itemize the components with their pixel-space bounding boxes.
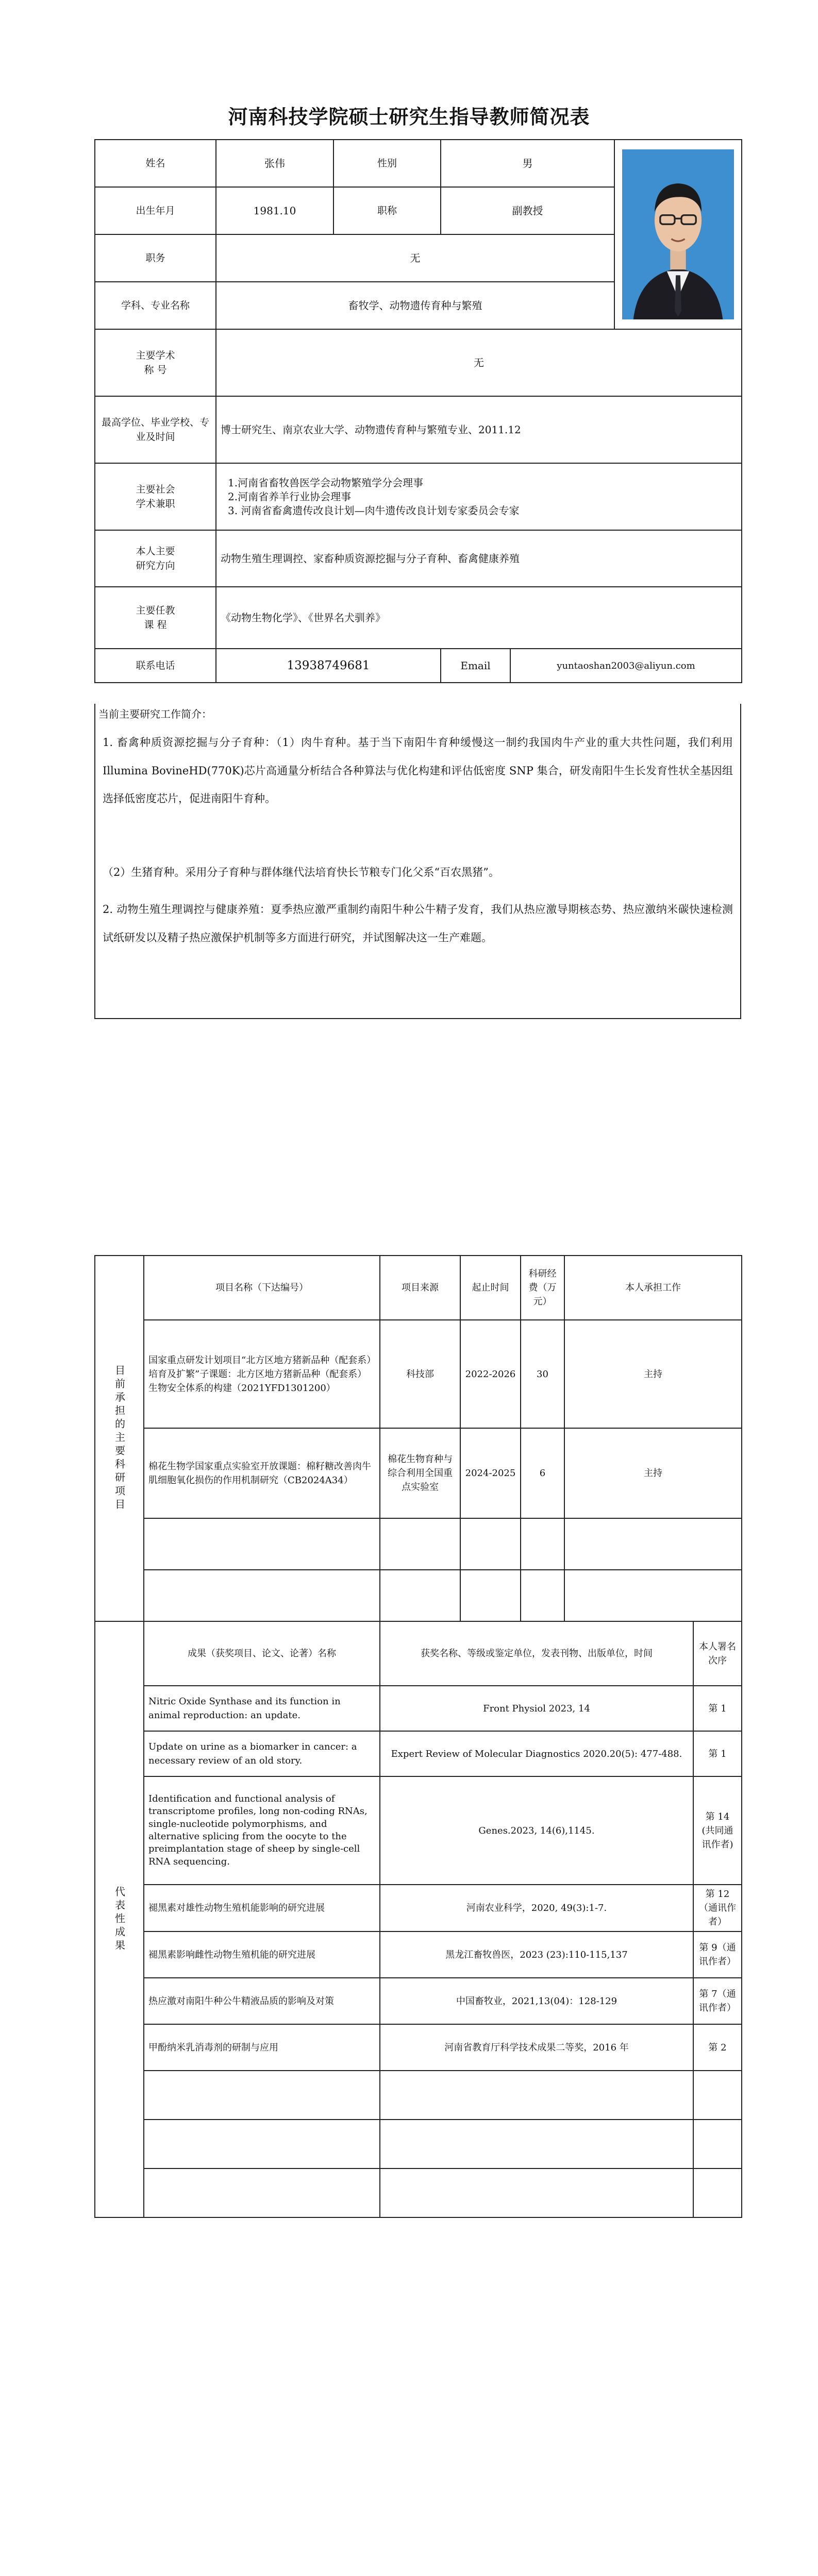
project-role: 主持 — [564, 1320, 742, 1428]
degree-label: 最高学位、毕业学校、专业及时间 — [95, 396, 216, 463]
photo-cell — [614, 140, 742, 329]
social-label — [95, 463, 216, 530]
proj-header-period: 起止时间 — [460, 1256, 521, 1320]
achievement-order: 第 2 — [693, 2024, 742, 2071]
gender-value: 男 — [441, 140, 614, 187]
achievements-side-label: 代表性成果 — [95, 1621, 144, 2217]
social-item: 1.河南省畜牧兽医学会动物繁殖学分会理事 — [228, 476, 424, 489]
basic-info-table — [94, 139, 742, 683]
research-value: 动物生殖生理调控、家畜种质资源挖掘与分子育种、畜禽健康养殖 — [216, 530, 742, 587]
intro-paragraph-1: 1. 畜禽种质资源挖掘与分子育种：（1）肉牛育种。基于当下南阳牛育种缓慢这一制约我国肉牛产业的重大共性问题，我们利用 Illumina BovineHD(770K)芯片高通量分析结合各种算法与优化构建和评估低密度 SNP 集合，研发南阳牛生长发育性状全基因组选择低密度芯片，促进南阳牛育种。 — [103, 736, 733, 805]
email-value: yuntaoshan2003@aliyun.com — [510, 649, 742, 683]
empty-cell — [380, 2168, 693, 2217]
project-period: 2024-2025 — [460, 1428, 521, 1518]
social-label-line1: 主要社会 — [136, 483, 175, 495]
research-label-line2: 研究方向 — [136, 560, 175, 571]
achievement-order: 第 1 — [693, 1731, 742, 1776]
page-title: 河南科技学院硕士研究生指导教师简况表 — [228, 106, 590, 128]
academic-title-label-line2: 称 号 — [144, 364, 167, 376]
achievement-name: Update on urine as a biomarker in cancer: a necessary review of an old story. — [144, 1731, 380, 1776]
empty-cell — [380, 2071, 693, 2120]
social-item: 3. 河南省畜禽遗传改良计划—肉牛遗传改良计划专家委员会专家 — [228, 504, 520, 517]
portrait-photo — [622, 149, 734, 319]
name-label: 姓名 — [95, 140, 216, 187]
empty-cell — [564, 1518, 742, 1570]
achievement-venue: Front Physiol 2023, 14 — [380, 1686, 693, 1731]
empty-cell — [144, 2168, 380, 2217]
achievement-order: 第 12（通讯作者） — [693, 1885, 742, 1931]
academic-title-label-line1: 主要学术 — [136, 349, 175, 361]
email-label: Email — [441, 649, 510, 683]
empty-cell — [693, 2120, 742, 2168]
achievement-order: 第 9（通讯作者） — [693, 1931, 742, 1978]
discipline-label: 学科、专业名称 — [95, 282, 216, 329]
ach-header-order: 本人署名次序 — [693, 1621, 742, 1686]
degree-value: 博士研究生、南京农业大学、动物遗传育种与繁殖专业、2011.12 — [216, 396, 742, 463]
duty-label: 职务 — [95, 234, 216, 282]
research-label — [95, 530, 216, 587]
phone-value: 13938749681 — [216, 649, 441, 683]
courses-label — [95, 587, 216, 649]
achievement-name: Nitric Oxide Synthase and its function in animal reproduction: an update. — [144, 1686, 380, 1731]
proj-header-funding: 科研经费（万元） — [521, 1256, 564, 1320]
courses-label-line1: 主要任教 — [136, 604, 175, 616]
projects-achievements-table — [94, 1255, 742, 2218]
project-funding: 30 — [521, 1320, 564, 1428]
empty-cell — [693, 2168, 742, 2217]
project-source: 科技部 — [380, 1320, 460, 1428]
intro-heading: 当前主要研究工作简介： — [98, 708, 212, 720]
empty-cell — [380, 1570, 460, 1621]
empty-cell — [521, 1518, 564, 1570]
proj-header-name: 项目名称（下达编号） — [144, 1256, 380, 1320]
empty-cell — [460, 1570, 521, 1621]
project-funding: 6 — [521, 1428, 564, 1518]
empty-cell — [460, 1518, 521, 1570]
research-label-line1: 本人主要 — [136, 545, 175, 557]
project-name: 国家重点研发计划项目“北方区地方猪新品种（配套系）培育及扩繁”子课题：北方区地方猪新品种（配套系）生物安全体系的构建（2021YFD1301200） — [144, 1320, 380, 1428]
achievement-name: Identification and functional analysis of transcriptome profiles, long non-coding RNAs, single-nucleotide polymorphisms, and alternative splicing from the oocyte to the preimplantation stage of sheep by single-cell RNA sequencing. — [144, 1776, 380, 1885]
courses-value: 《动物生物化学》、《世界名犬驯养》 — [216, 587, 742, 649]
duty-value: 无 — [216, 234, 614, 282]
research-intro-section — [94, 704, 741, 1019]
achievement-name: 热应激对南阳牛种公牛精液品质的影响及对策 — [144, 1978, 380, 2024]
achievement-name: 褪黑素对雄性动物生殖机能影响的研究进展 — [144, 1885, 380, 1931]
intro-paragraph-3: 2. 动物生殖生理调控与健康养殖：夏季热应激严重制约南阳牛种公牛精子发育，我们从热应激导期核态势、热应激纳米碳快速检测试纸研发以及精子热应激保护机制等多方面进行研究，并试图解决这一生产难题。 — [103, 903, 733, 944]
empty-cell — [693, 2071, 742, 2120]
social-item: 2.河南省养羊行业协会理事 — [228, 490, 352, 503]
social-label-line2: 学术兼职 — [136, 498, 175, 510]
birth-value: 1981.10 — [216, 187, 333, 234]
project-source: 棉花生物育种与综合利用全国重点实验室 — [380, 1428, 460, 1518]
proj-header-role: 本人承担工作 — [564, 1256, 742, 1320]
academic-title-value: 无 — [216, 329, 742, 396]
projects-side-label: 目前承担的主要科研项目 — [95, 1256, 144, 1621]
achievement-venue: 中国畜牧业，2021,13(04)：128-129 — [380, 1978, 693, 2024]
empty-cell — [521, 1570, 564, 1621]
achievement-venue: 河南省教育厅科学技术成果二等奖，2016 年 — [380, 2024, 693, 2071]
empty-cell — [380, 2120, 693, 2168]
birth-label: 出生年月 — [95, 187, 216, 234]
achievement-name: 褪黑素影响雌性动物生殖机能的研究进展 — [144, 1931, 380, 1978]
empty-cell — [144, 2071, 380, 2120]
discipline-value: 畜牧学、动物遗传育种与繁殖 — [216, 282, 614, 329]
intro-paragraph-2: （2）生猪育种。采用分子育种与群体继代法培育快长节粮专门化父系“百农黑猪”。 — [103, 866, 499, 878]
achievement-name: 甲酚纳米乳消毒剂的研制与应用 — [144, 2024, 380, 2071]
gender-label: 性别 — [333, 140, 441, 187]
empty-cell — [564, 1570, 742, 1621]
empty-cell — [144, 1518, 380, 1570]
phone-label: 联系电话 — [95, 649, 216, 683]
ach-header-name: 成果（获奖项目、论文、论著）名称 — [144, 1621, 380, 1686]
proj-header-source: 项目来源 — [380, 1256, 460, 1320]
project-name: 棉花生物学国家重点实验室开放课题：棉籽糖改善肉牛肌细胞氧化损伤的作用机制研究（CB2024A34） — [144, 1428, 380, 1518]
empty-cell — [144, 2120, 380, 2168]
achievement-venue: Expert Review of Molecular Diagnostics 2020.20(5): 477-488. — [380, 1731, 693, 1776]
ach-header-venue: 获奖名称、等级或鉴定单位，发表刊物、出版单位，时间 — [380, 1621, 693, 1686]
courses-label-line2: 课 程 — [144, 619, 167, 631]
project-period: 2022-2026 — [460, 1320, 521, 1428]
achievement-venue: 黑龙江畜牧兽医，2023 (23):110-115,137 — [380, 1931, 693, 1978]
rank-value: 副教授 — [441, 187, 614, 234]
achievement-order: 第 7（通讯作者） — [693, 1978, 742, 2024]
empty-cell — [380, 1518, 460, 1570]
achievement-order: 第 1 — [693, 1686, 742, 1731]
achievement-order: 第 14 (共同通讯作者) — [693, 1776, 742, 1885]
rank-label: 职称 — [333, 187, 441, 234]
achievement-venue: 河南农业科学，2020, 49(3):1-7. — [380, 1885, 693, 1931]
name-value: 张伟 — [216, 140, 333, 187]
empty-cell — [144, 1570, 380, 1621]
academic-title-label — [95, 329, 216, 396]
social-value — [216, 463, 742, 530]
project-role: 主持 — [564, 1428, 742, 1518]
achievement-venue: Genes.2023, 14(6),1145. — [380, 1776, 693, 1885]
